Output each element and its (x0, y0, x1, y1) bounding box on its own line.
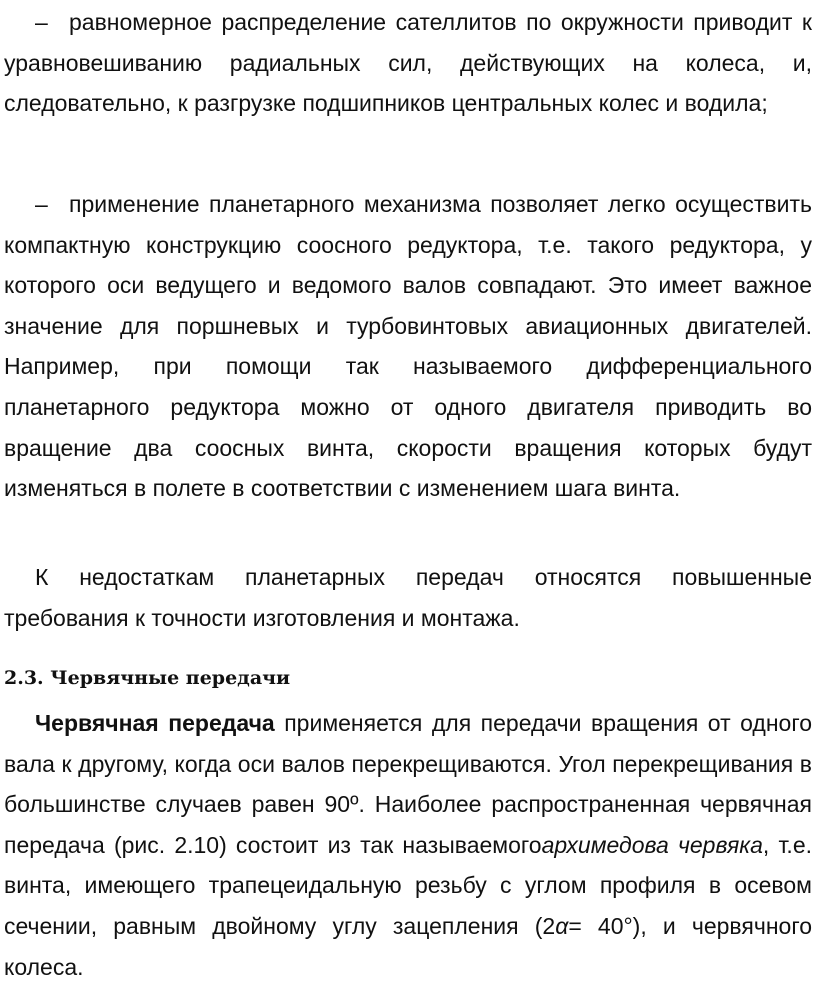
paragraph-text: применяется для передачи вращения от одного вала к другому, когда оси валов перекрещиваются. Угол перекрещивания в большинстве случаев равен 90º. Наиболее распространенная червячная передача (рис. 2.10) состоит из так называемого (4, 710, 812, 858)
bold-term: Червячная передача (35, 710, 275, 736)
section-heading: 2.3. Червячные передачи (4, 667, 291, 689)
paragraph (4, 703, 812, 987)
alpha-symbol: α (555, 912, 569, 939)
paragraph-text: применение планетарного механизма позволяет легко осуществить компактную конструкцию соосного редуктора, т.е. такого редуктора, у которого оси ведущего и ведомого валов совпадают. Это имеет важное значение для поршневых и турбовинтовых авиационных двигателей. Например, при помощи так называемого дифференциального планетарного редуктора можно от одного двигателя приводить во вращение два соосных винта, скорости вращения которых будут изменяться в полете в соответствии с изменением шага винта. (4, 191, 812, 502)
paragraph-text: = 40°), и червячного колеса. (4, 912, 812, 980)
italic-term: архимедова червяка (541, 831, 763, 858)
paragraph-text: равномерное распределение сателлитов по окружности приводит к уравновешиванию радиальных сил, действующих на колеса, и, следовательно, к разгрузке подшипников центральных колес и водила; (4, 9, 812, 117)
paragraph-text: К недостаткам планетарных передач относятся повышенные требования к точности изготовления и монтажа. (4, 564, 812, 631)
dash-bullet: – (35, 191, 48, 217)
list-item-paragraph (4, 2, 812, 124)
paragraph (4, 557, 812, 638)
dash-bullet: – (35, 9, 48, 35)
paragraph-text: , т.е. винта, имеющего трапецеидальную резьбу с углом профиля в осевом сечении, равным двойному углу зацепления (2 (4, 831, 813, 939)
list-item-paragraph (4, 184, 812, 509)
